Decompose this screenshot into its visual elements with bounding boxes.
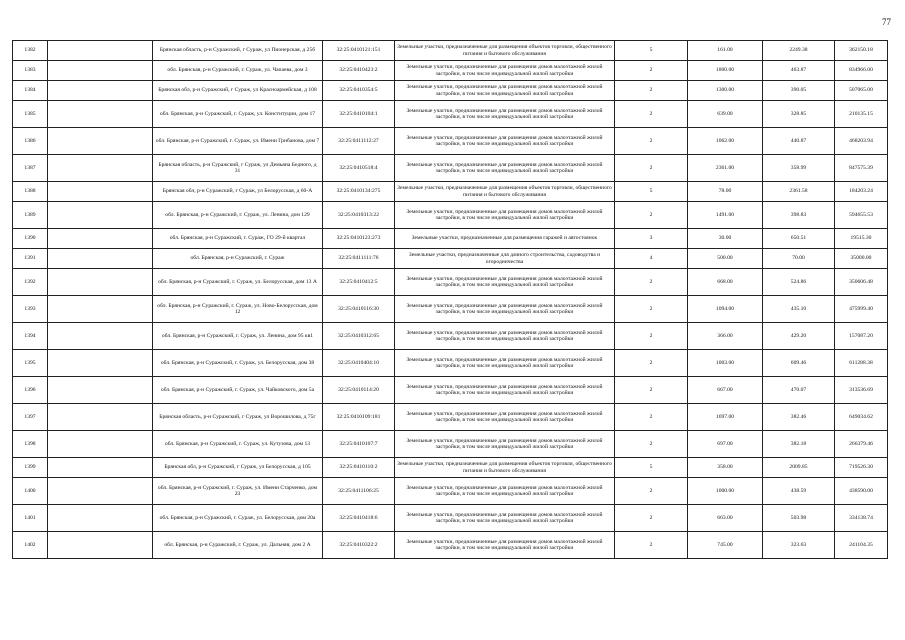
land-use-cell: Земельные участки, предназначенные для размещения домов малоэтажной жилой застройки, в том числе индивидуальной жилой застройки xyxy=(395,296,615,323)
cadastral-value-cell: 468203.94 xyxy=(835,128,888,155)
row-number-cell: 1384 xyxy=(13,81,48,101)
table-row xyxy=(13,505,888,532)
spacer-cell xyxy=(48,505,153,532)
land-use-cell: Земельные участки, предназначенные для размещения домов малоэтажной жилой застройки, в том числе индивидуальной жилой застройки xyxy=(395,202,615,229)
address-cell: Брянская обл, р-н Суражский, г Сураж, ул Белорусская, д 105 xyxy=(153,458,323,478)
land-use-cell: Земельные участки, предназначенные для размещения домов малоэтажной жилой застройки, в том числе индивидуальной жилой застройки xyxy=(395,377,615,404)
land-use-cell: Земельные участки, предназначенные для размещения объектов торговли, общественного питания и бытового обслуживания xyxy=(395,182,615,202)
cadastral-value-cell: 184203.24 xyxy=(835,182,888,202)
area-cell: 1491.00 xyxy=(688,202,763,229)
group-cell: 2 xyxy=(615,128,688,155)
table-row xyxy=(13,350,888,377)
row-number-cell: 1382 xyxy=(13,41,48,61)
row-number-cell: 1397 xyxy=(13,404,48,431)
specific-value-cell: 382.18 xyxy=(763,431,835,458)
cadastral-number-cell: 32:25:0410104:1 xyxy=(323,101,395,128)
spacer-cell xyxy=(48,202,153,229)
group-cell: 5 xyxy=(615,182,688,202)
specific-value-cell: 2249.38 xyxy=(763,41,835,61)
table-row xyxy=(13,81,888,101)
table-row xyxy=(13,61,888,81)
group-cell: 2 xyxy=(615,431,688,458)
spacer-cell xyxy=(48,81,153,101)
land-use-cell: Земельные участки, предназначенные для размещения домов малоэтажной жилой застройки, в том числе индивидуальной жилой застройки xyxy=(395,350,615,377)
row-number-cell: 1389 xyxy=(13,202,48,229)
land-use-cell: Земельные участки, предназначенные для размещения домов малоэтажной жилой застройки, в том числе индивидуальной жилой застройки xyxy=(395,81,615,101)
cadastral-value-cell: 649034.62 xyxy=(835,404,888,431)
spacer-cell xyxy=(48,532,153,559)
land-use-cell: Земельные участки, предназначенные для размещения домов малоэтажной жилой застройки, в том числе индивидуальной жилой застройки xyxy=(395,128,615,155)
address-cell: обл. Брянская, р-н Суражский, г. Сураж, ул. Белорусская, дом 20а xyxy=(153,505,323,532)
group-cell: 2 xyxy=(615,61,688,81)
address-cell: Брянская обл, р-н Суражский, г Сураж, ул Белорусская, д 60-А xyxy=(153,182,323,202)
land-use-cell: Земельные участки, предназначенные для размещения домов малоэтажной жилой застройки, в том числе индивидуальной жилой застройки xyxy=(395,431,615,458)
table-row xyxy=(13,202,888,229)
spacer-cell xyxy=(48,182,153,202)
area-cell: 30.00 xyxy=(688,229,763,249)
cadastral-number-cell: 32:25:0410123:273 xyxy=(323,229,395,249)
cadastral-value-cell: 611288.38 xyxy=(835,350,888,377)
group-cell: 2 xyxy=(615,269,688,296)
specific-value-cell: 390.05 xyxy=(763,81,835,101)
table-row xyxy=(13,296,888,323)
table-row xyxy=(13,323,888,350)
spacer-cell xyxy=(48,458,153,478)
cadastral-value-cell: 719526.30 xyxy=(835,458,888,478)
cadastral-number-cell: 32:25:0410412:5 xyxy=(323,269,395,296)
group-cell: 4 xyxy=(615,249,688,269)
address-cell: обл. Брянская, р-н Суражский, г. Сураж, ул. Белорусская, дом 13 А xyxy=(153,269,323,296)
row-number-cell: 1385 xyxy=(13,101,48,128)
row-number-cell: 1390 xyxy=(13,229,48,249)
land-use-cell: Земельные участки, предназначенные для размещения домов малоэтажной жилой застройки, в том числе индивидуальной жилой застройки xyxy=(395,404,615,431)
spacer-cell xyxy=(48,350,153,377)
cadastral-value-cell: 834966.00 xyxy=(835,61,888,81)
spacer-cell xyxy=(48,404,153,431)
spacer-cell xyxy=(48,296,153,323)
area-cell: 366.00 xyxy=(688,323,763,350)
area-cell: 1800.00 xyxy=(688,61,763,81)
cadastral-number-cell: 32:25:0410134:275 xyxy=(323,182,395,202)
spacer-cell xyxy=(48,478,153,505)
address-cell: обл. Брянская, р-н Суражский, г. Сураж, ул. Кутузова, дом 13 xyxy=(153,431,323,458)
land-use-cell: Земельные участки, предназначенные для дачного строительства, садоводства и огородничества xyxy=(395,249,615,269)
address-cell: обл. Брянская, р-н Суражский, г. Сураж, ул. Конституции, дом 17 xyxy=(153,101,323,128)
spacer-cell xyxy=(48,128,153,155)
table-row xyxy=(13,377,888,404)
area-cell: 668.00 xyxy=(688,269,763,296)
group-cell: 2 xyxy=(615,404,688,431)
spacer-cell xyxy=(48,155,153,182)
specific-value-cell: 2009.85 xyxy=(763,458,835,478)
cadastral-number-cell: 32:25:0410418:6 xyxy=(323,505,395,532)
cadastral-number-cell: 32:25:0411111:76 xyxy=(323,249,395,269)
area-cell: 500.00 xyxy=(688,249,763,269)
specific-value-cell: 429.20 xyxy=(763,323,835,350)
cadastral-value-cell: 35000.00 xyxy=(835,249,888,269)
address-cell: обл. Брянская, р-н Суражский, г. Сураж, ул. Ленина, дом 129 xyxy=(153,202,323,229)
cadastral-value-cell: 475999.40 xyxy=(835,296,888,323)
row-number-cell: 1393 xyxy=(13,296,48,323)
land-use-cell: Земельные участки, предназначенные для размещения домов малоэтажной жилой застройки, в том числе индивидуальной жилой застройки xyxy=(395,101,615,128)
cadastral-number-cell: 32:25:0411106:25 xyxy=(323,478,395,505)
group-cell: 2 xyxy=(615,350,688,377)
specific-value-cell: 609.46 xyxy=(763,350,835,377)
group-cell: 2 xyxy=(615,81,688,101)
land-use-cell: Земельные участки, предназначенные для размещения домов малоэтажной жилой застройки, в том числе индивидуальной жилой застройки xyxy=(395,61,615,81)
area-cell: 697.00 xyxy=(688,431,763,458)
cadastral-value-cell: 313536.69 xyxy=(835,377,888,404)
area-cell: 745.00 xyxy=(688,532,763,559)
spacer-cell xyxy=(48,269,153,296)
address-cell: обл. Брянская, р-н Суражский, г. Сураж, ул. Имени Грибанова, дом 7 xyxy=(153,128,323,155)
specific-value-cell: 398.83 xyxy=(763,202,835,229)
land-use-cell: Земельные участки, предназначенные для размещения объектов торговли, общественного питания и бытового обслуживания xyxy=(395,41,615,61)
specific-value-cell: 438.59 xyxy=(763,478,835,505)
cadastral-number-cell: 32:25:0410423:2 xyxy=(323,61,395,81)
specific-value-cell: 470.07 xyxy=(763,377,835,404)
address-cell: Брянская обл, р-н Суражский, г Сураж, ул Красноармейская, д 108 xyxy=(153,81,323,101)
cadastral-value-cell: 19515.30 xyxy=(835,229,888,249)
table-row xyxy=(13,229,888,249)
land-use-cell: Земельные участки, предназначенные для размещения домов малоэтажной жилой застройки, в том числе индивидуальной жилой застройки xyxy=(395,532,615,559)
table-row xyxy=(13,249,888,269)
cadastral-number-cell: 32:25:0410116:30 xyxy=(323,296,395,323)
area-cell: 1003.00 xyxy=(688,350,763,377)
table-row xyxy=(13,404,888,431)
land-use-cell: Земельные участки, предназначенные для размещения домов малоэтажной жилой застройки, в том числе индивидуальной жилой застройки xyxy=(395,269,615,296)
group-cell: 2 xyxy=(615,505,688,532)
land-use-cell: Земельные участки, предназначенные для размещения домов малоэтажной жилой застройки, в том числе индивидуальной жилой застройки xyxy=(395,505,615,532)
cadastral-value-cell: 266379.46 xyxy=(835,431,888,458)
cadastral-number-cell: 32:25:0410121:151 xyxy=(323,41,395,61)
area-cell: 161.00 xyxy=(688,41,763,61)
spacer-cell xyxy=(48,101,153,128)
area-cell: 1094.00 xyxy=(688,296,763,323)
group-cell: 2 xyxy=(615,101,688,128)
row-number-cell: 1395 xyxy=(13,350,48,377)
table-row xyxy=(13,155,888,182)
specific-value-cell: 435.10 xyxy=(763,296,835,323)
cadastral-value-cell: 350606.48 xyxy=(835,269,888,296)
table-row xyxy=(13,128,888,155)
cadastral-value-cell: 362150.18 xyxy=(835,41,888,61)
row-number-cell: 1398 xyxy=(13,431,48,458)
spacer-cell xyxy=(48,41,153,61)
row-number-cell: 1394 xyxy=(13,323,48,350)
table-row xyxy=(13,532,888,559)
spacer-cell xyxy=(48,61,153,81)
row-number-cell: 1396 xyxy=(13,377,48,404)
cadastral-number-cell: 32:25:0410354:5 xyxy=(323,81,395,101)
group-cell: 2 xyxy=(615,478,688,505)
table-row xyxy=(13,431,888,458)
spacer-cell xyxy=(48,229,153,249)
specific-value-cell: 358.99 xyxy=(763,155,835,182)
row-number-cell: 1383 xyxy=(13,61,48,81)
row-number-cell: 1386 xyxy=(13,128,48,155)
specific-value-cell: 382.46 xyxy=(763,404,835,431)
row-number-cell: 1387 xyxy=(13,155,48,182)
specific-value-cell: 70.00 xyxy=(763,249,835,269)
area-cell: 2361.00 xyxy=(688,155,763,182)
spacer-cell xyxy=(48,431,153,458)
address-cell: обл. Брянская, р-н Суражский, г. Сураж, ул. Имени Старченко, дом 23 xyxy=(153,478,323,505)
cadastral-number-cell: 32:25:0410404:10 xyxy=(323,350,395,377)
row-number-cell: 1388 xyxy=(13,182,48,202)
area-cell: 667.00 xyxy=(688,377,763,404)
address-cell: обл. Брянская, р-н Суражский, г. Сураж, ул. Чайковского, дом 5а xyxy=(153,377,323,404)
cadastral-value-cell: 847575.39 xyxy=(835,155,888,182)
address-cell: обл. Брянская, р-н Суражский, г. Сураж, ул. Ленина, дом 95 кв1 xyxy=(153,323,323,350)
specific-value-cell: 323.63 xyxy=(763,532,835,559)
table-row xyxy=(13,101,888,128)
table-body xyxy=(13,41,888,559)
table-row xyxy=(13,458,888,478)
specific-value-cell: 650.51 xyxy=(763,229,835,249)
row-number-cell: 1402 xyxy=(13,532,48,559)
area-cell: 358.00 xyxy=(688,458,763,478)
cadastral-value-cell: 594655.53 xyxy=(835,202,888,229)
cadastral-number-cell: 32:25:0411112:27 xyxy=(323,128,395,155)
area-cell: 1300.00 xyxy=(688,81,763,101)
cadastral-number-cell: 32:25:0410109:181 xyxy=(323,404,395,431)
row-number-cell: 1392 xyxy=(13,269,48,296)
cadastral-value-cell: 334138.74 xyxy=(835,505,888,532)
area-cell: 1062.00 xyxy=(688,128,763,155)
specific-value-cell: 440.87 xyxy=(763,128,835,155)
address-cell: обл. Брянская, р-н Суражский, г. Сураж, ул. Ново-Белорусская, дом 12 xyxy=(153,296,323,323)
specific-value-cell: 2361.58 xyxy=(763,182,835,202)
spacer-cell xyxy=(48,377,153,404)
group-cell: 2 xyxy=(615,532,688,559)
group-cell: 3 xyxy=(615,229,688,249)
group-cell: 2 xyxy=(615,155,688,182)
address-cell: Брянская область, р-н Суражский, г Сураж, ул Демьяна Бедного, д 31 xyxy=(153,155,323,182)
cadastral-value-cell: 507065.00 xyxy=(835,81,888,101)
table-row xyxy=(13,478,888,505)
land-use-cell: Земельные участки, предназначенные для размещения домов малоэтажной жилой застройки, в том числе индивидуальной жилой застройки xyxy=(395,155,615,182)
land-use-cell: Земельные участки, предназначенные для размещения домов малоэтажной жилой застройки, в том числе индивидуальной жилой застройки xyxy=(395,323,615,350)
address-cell: Брянская область, р-н Суражский, г Сураж, ул Ворошилова, д 75г xyxy=(153,404,323,431)
page-number: 77 xyxy=(882,17,891,27)
land-use-cell: Земельные участки, предназначенные для размещения объектов торговли, общественного питания и бытового обслуживания xyxy=(395,458,615,478)
cadastral-value-cell: 241104.35 xyxy=(835,532,888,559)
group-cell: 2 xyxy=(615,323,688,350)
row-number-cell: 1400 xyxy=(13,478,48,505)
group-cell: 2 xyxy=(615,202,688,229)
address-cell: Брянская область, р-н Суражский, г Сураж, ул Пионерская, д 25б xyxy=(153,41,323,61)
address-cell: обл. Брянская, р-н Суражский, г. Сураж, ул. Белорусская, дом 38 xyxy=(153,350,323,377)
cadastral-number-cell: 32:25:0410313:22 xyxy=(323,202,395,229)
area-cell: 663.00 xyxy=(688,505,763,532)
land-use-cell: Земельные участки, предназначенные для размещения домов малоэтажной жилой застройки, в том числе индивидуальной жилой застройки xyxy=(395,478,615,505)
cadastral-number-cell: 32:25:0410107:7 xyxy=(323,431,395,458)
row-number-cell: 1401 xyxy=(13,505,48,532)
table-row xyxy=(13,269,888,296)
cadastral-number-cell: 32:25:0410312:65 xyxy=(323,323,395,350)
cadastral-number-cell: 32:25:0410518:4 xyxy=(323,155,395,182)
land-use-cell: Земельные участки, предназначенные для размещения гаражей и автостоянок xyxy=(395,229,615,249)
row-number-cell: 1399 xyxy=(13,458,48,478)
group-cell: 2 xyxy=(615,296,688,323)
area-cell: 78.00 xyxy=(688,182,763,202)
cadastral-value-cell: 210135.15 xyxy=(835,101,888,128)
address-cell: обл. Брянская, р-н Суражский, г. Сураж, ул. Чапаева, дом 3 xyxy=(153,61,323,81)
cadastral-value-cell: 157087.20 xyxy=(835,323,888,350)
area-cell: 1000.00 xyxy=(688,478,763,505)
row-number-cell: 1391 xyxy=(13,249,48,269)
cadastral-value-table xyxy=(12,40,888,559)
spacer-cell xyxy=(48,323,153,350)
specific-value-cell: 463.87 xyxy=(763,61,835,81)
specific-value-cell: 503.98 xyxy=(763,505,835,532)
address-cell: обл. Брянская, р-н Суражский, г. Сураж, ул. Дальняя, дом 2 А xyxy=(153,532,323,559)
table-row xyxy=(13,41,888,61)
group-cell: 5 xyxy=(615,458,688,478)
area-cell: 639.00 xyxy=(688,101,763,128)
cadastral-number-cell: 32:25:0410322:2 xyxy=(323,532,395,559)
specific-value-cell: 524.86 xyxy=(763,269,835,296)
area-cell: 1697.00 xyxy=(688,404,763,431)
group-cell: 2 xyxy=(615,377,688,404)
table-row xyxy=(13,182,888,202)
group-cell: 5 xyxy=(615,41,688,61)
cadastral-value-cell: 438590.00 xyxy=(835,478,888,505)
spacer-cell xyxy=(48,249,153,269)
cadastral-number-cell: 32:25:0410114:20 xyxy=(323,377,395,404)
cadastral-number-cell: 32:25:0410110:2 xyxy=(323,458,395,478)
address-cell: обл. Брянская, р-н Суражский, г. Сураж, ГО 29-й квартал xyxy=(153,229,323,249)
address-cell: обл. Брянская, р-н Суражский, г. Сураж xyxy=(153,249,323,269)
specific-value-cell: 328.85 xyxy=(763,101,835,128)
